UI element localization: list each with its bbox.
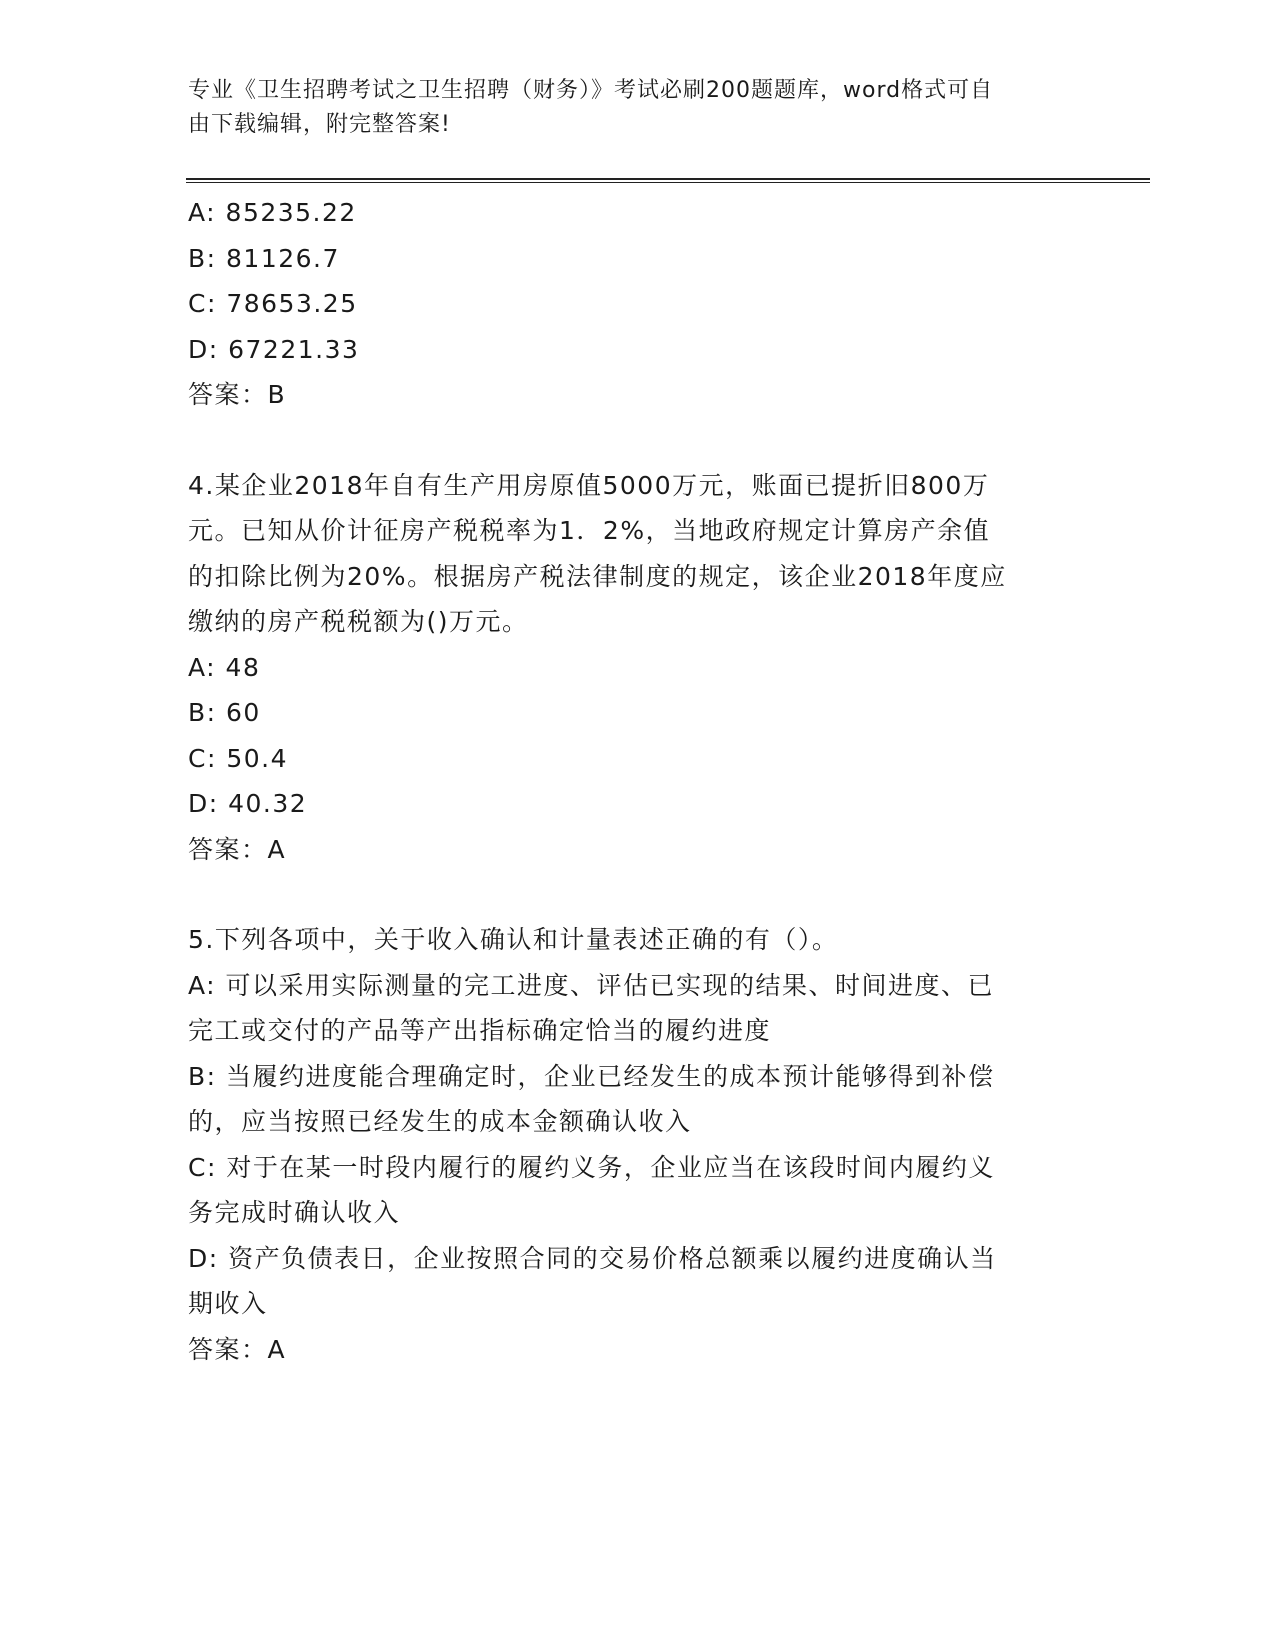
option-d: D: 67221.33 <box>188 334 360 364</box>
option-c-line-2: 务完成时确认收入 <box>188 1198 401 1227</box>
option-a: A: 85235.22 <box>188 198 357 227</box>
option-d-line-2: 期收入 <box>188 1289 268 1318</box>
question-stem-line: 4.某企业2018年自有生产用房原值5000万元，账面已提折旧800万 <box>188 470 990 500</box>
option-a-line-1: A: 可以采用实际测量的完工进度、评估已实现的结果、时间进度、已 <box>188 970 995 1000</box>
option-b-line-1: B: 当履约进度能合理确定时，企业已经发生的成本预计能够得到补偿 <box>188 1061 995 1091</box>
question-content <box>188 190 1088 1372</box>
question-3 <box>188 190 1088 418</box>
question-stem-line: 的扣除比例为20%。根据房产税法律制度的规定，该企业2018年度应 <box>188 561 1007 591</box>
option-a-line-2: 完工或交付的产品等产出指标确定恰当的履约进度 <box>188 1016 772 1045</box>
spacer <box>188 872 1088 917</box>
answer-line: 答案：A <box>188 834 287 864</box>
option-c: C: 50.4 <box>188 743 288 773</box>
option-d: D: 40.32 <box>188 789 308 818</box>
option-b: B: 60 <box>188 698 261 727</box>
question-4 <box>188 463 1088 873</box>
option-c-line-1: C: 对于在某一时段内履行的履约义务，企业应当在该段时间内履约义 <box>188 1152 995 1182</box>
option-a: A: 48 <box>188 652 261 682</box>
option-b-line-2: 的，应当按照已经发生的成本金额确认收入 <box>188 1107 692 1136</box>
question-5 <box>188 917 1088 1372</box>
question-stem-line: 缴纳的房产税税额为()万元。 <box>188 607 529 636</box>
option-b: B: 81126.7 <box>188 243 340 273</box>
option-d-line-1: D: 资产负债表日，企业按照合同的交易价格总额乘以履约进度确认当 <box>188 1243 997 1273</box>
header-line-1: 专业《卫生招聘考试之卫生招聘（财务）》考试必刷200题题库，word格式可自 <box>188 78 994 103</box>
option-c: C: 78653.25 <box>188 289 358 318</box>
question-stem-line: 5.下列各项中，关于收入确认和计量表述正确的有（）。 <box>188 925 839 954</box>
spacer <box>188 418 1088 463</box>
header-line-2: 由下载编辑，附完整答案! <box>188 112 451 137</box>
header-divider <box>186 178 1150 183</box>
answer-line: 答案：B <box>188 380 287 409</box>
document-header <box>188 74 1068 142</box>
question-stem-line: 元。已知从价计征房产税税率为1．2%，当地政府规定计算房产余值 <box>188 516 991 545</box>
answer-line: 答案：A <box>188 1334 287 1364</box>
